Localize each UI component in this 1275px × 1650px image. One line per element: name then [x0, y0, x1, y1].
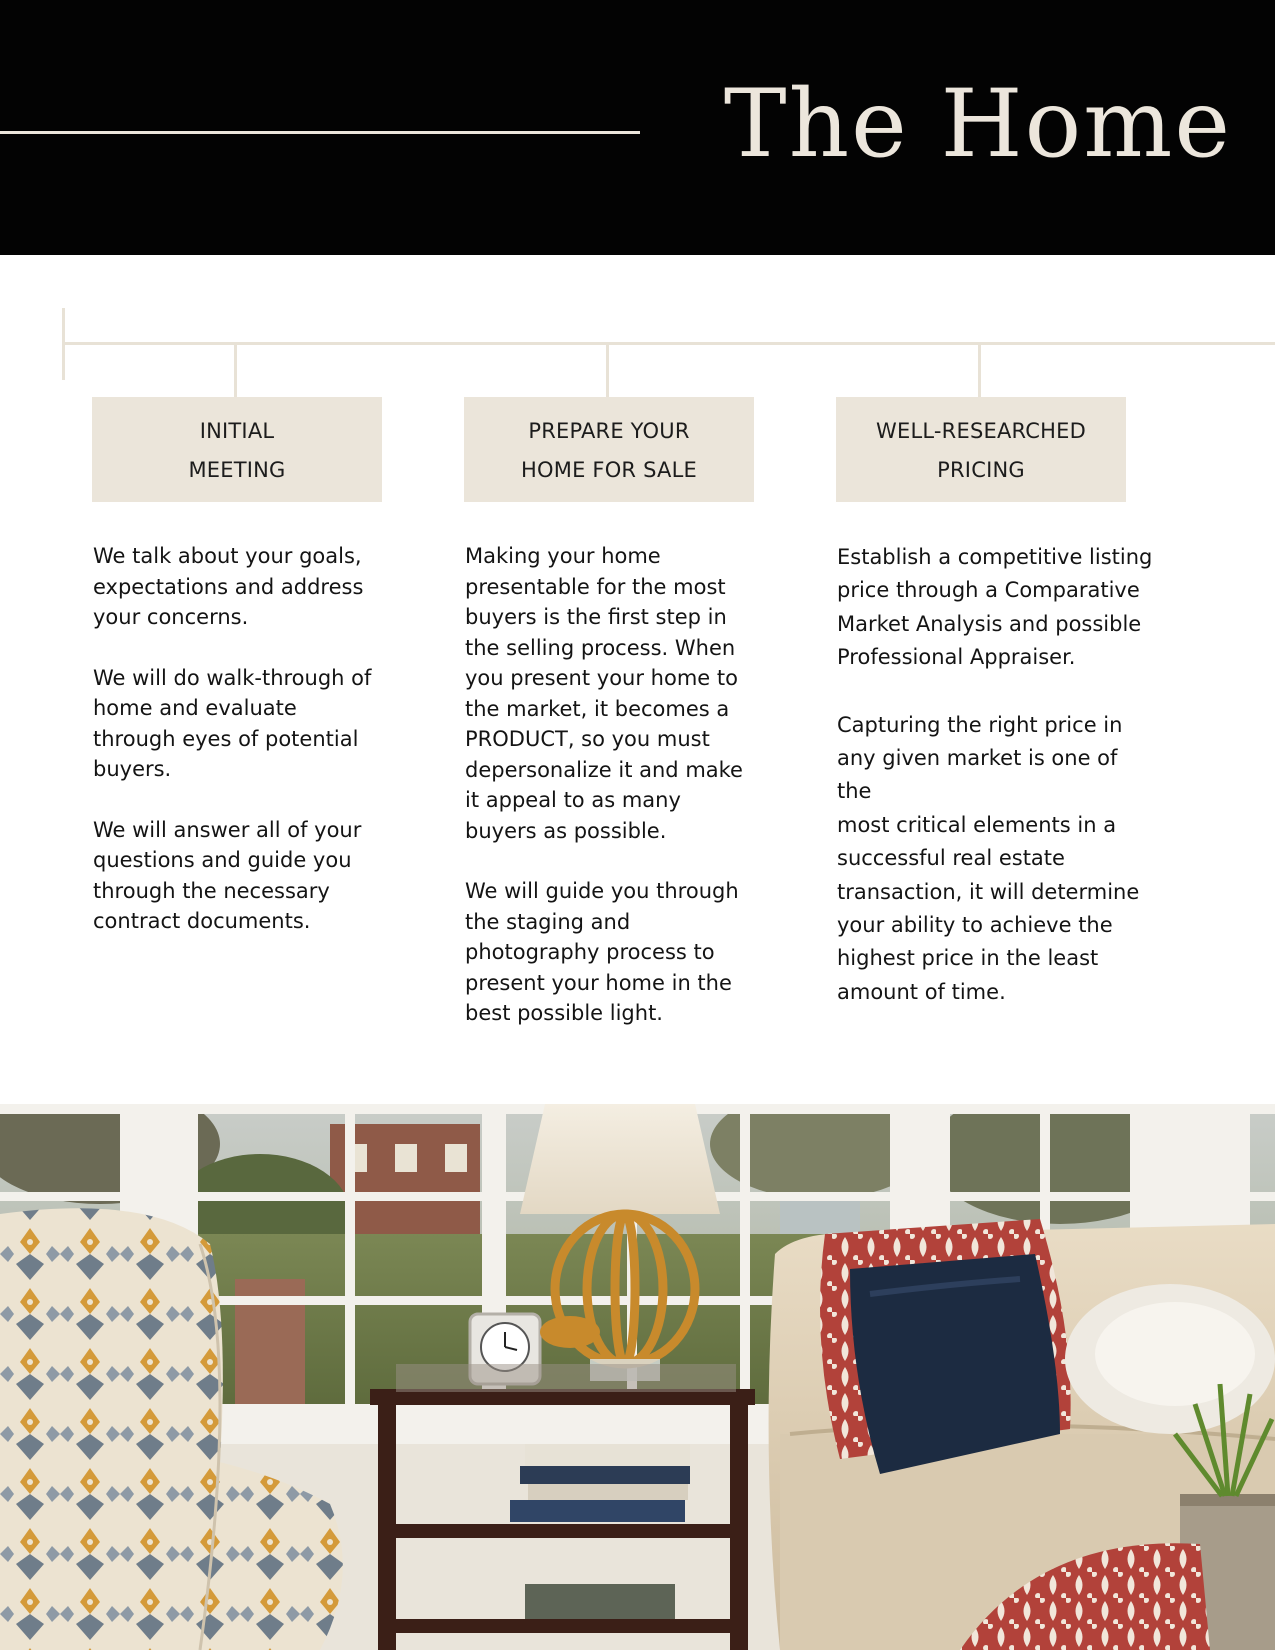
step-description [837, 541, 1157, 1043]
step-paragraph: We talk about your goals, expectations and address your concerns. [93, 544, 364, 629]
step-paragraph: Making your home presentable for the most buyers is the first step in the selling process. When you present your home to the market, it becomes a PRODUCT, so you must depersonalize it and make it appeal to as many buyers as possible. [465, 544, 743, 843]
step-pricing [836, 397, 1153, 1004]
step-paragraph: We will guide you through the staging and photography process to present your home in the best possible light. [465, 879, 739, 1025]
step-paragraph: We will answer all of your questions and guide you through the necessary contract documents. [93, 817, 362, 933]
step-initial-meeting [92, 397, 382, 933]
step-prepare-home [464, 397, 754, 1025]
step-heading-line: INITIAL [199, 418, 275, 443]
timeline-connector [234, 342, 237, 397]
timeline-connector [606, 342, 609, 397]
header-band [0, 0, 1275, 255]
step-description [465, 541, 765, 1059]
step-paragraph: Establish a competitive listing price through a Comparative Market Analysis and possible Professional Appraiser. [837, 545, 1153, 670]
step-heading-line: MEETING [188, 457, 286, 482]
living-room-photo [0, 1104, 1275, 1650]
step-heading-box [836, 397, 1126, 502]
header-divider-line [0, 131, 640, 134]
step-heading-line: PRICING [937, 457, 1025, 482]
step-heading-box [464, 397, 754, 502]
step-heading-line: PREPARE YOUR [528, 418, 690, 443]
timeline-connector [978, 342, 981, 397]
step-description [93, 541, 393, 967]
step-paragraph: We will do walk-through of home and evaluate through eyes of potential buyers. [93, 665, 372, 781]
step-heading-line: HOME FOR SALE [521, 457, 697, 482]
step-heading-box [92, 397, 382, 502]
step-paragraph: Capturing the right price in any given market is one of the most critical elements in a successful real estate transaction, it will determine your ability to achieve the highest price in the least amount of time. [837, 712, 1140, 1004]
step-heading-line: WELL-RESEARCHED [876, 418, 1086, 443]
timeline-line [63, 342, 1275, 345]
page-title: The Home [723, 70, 1232, 179]
